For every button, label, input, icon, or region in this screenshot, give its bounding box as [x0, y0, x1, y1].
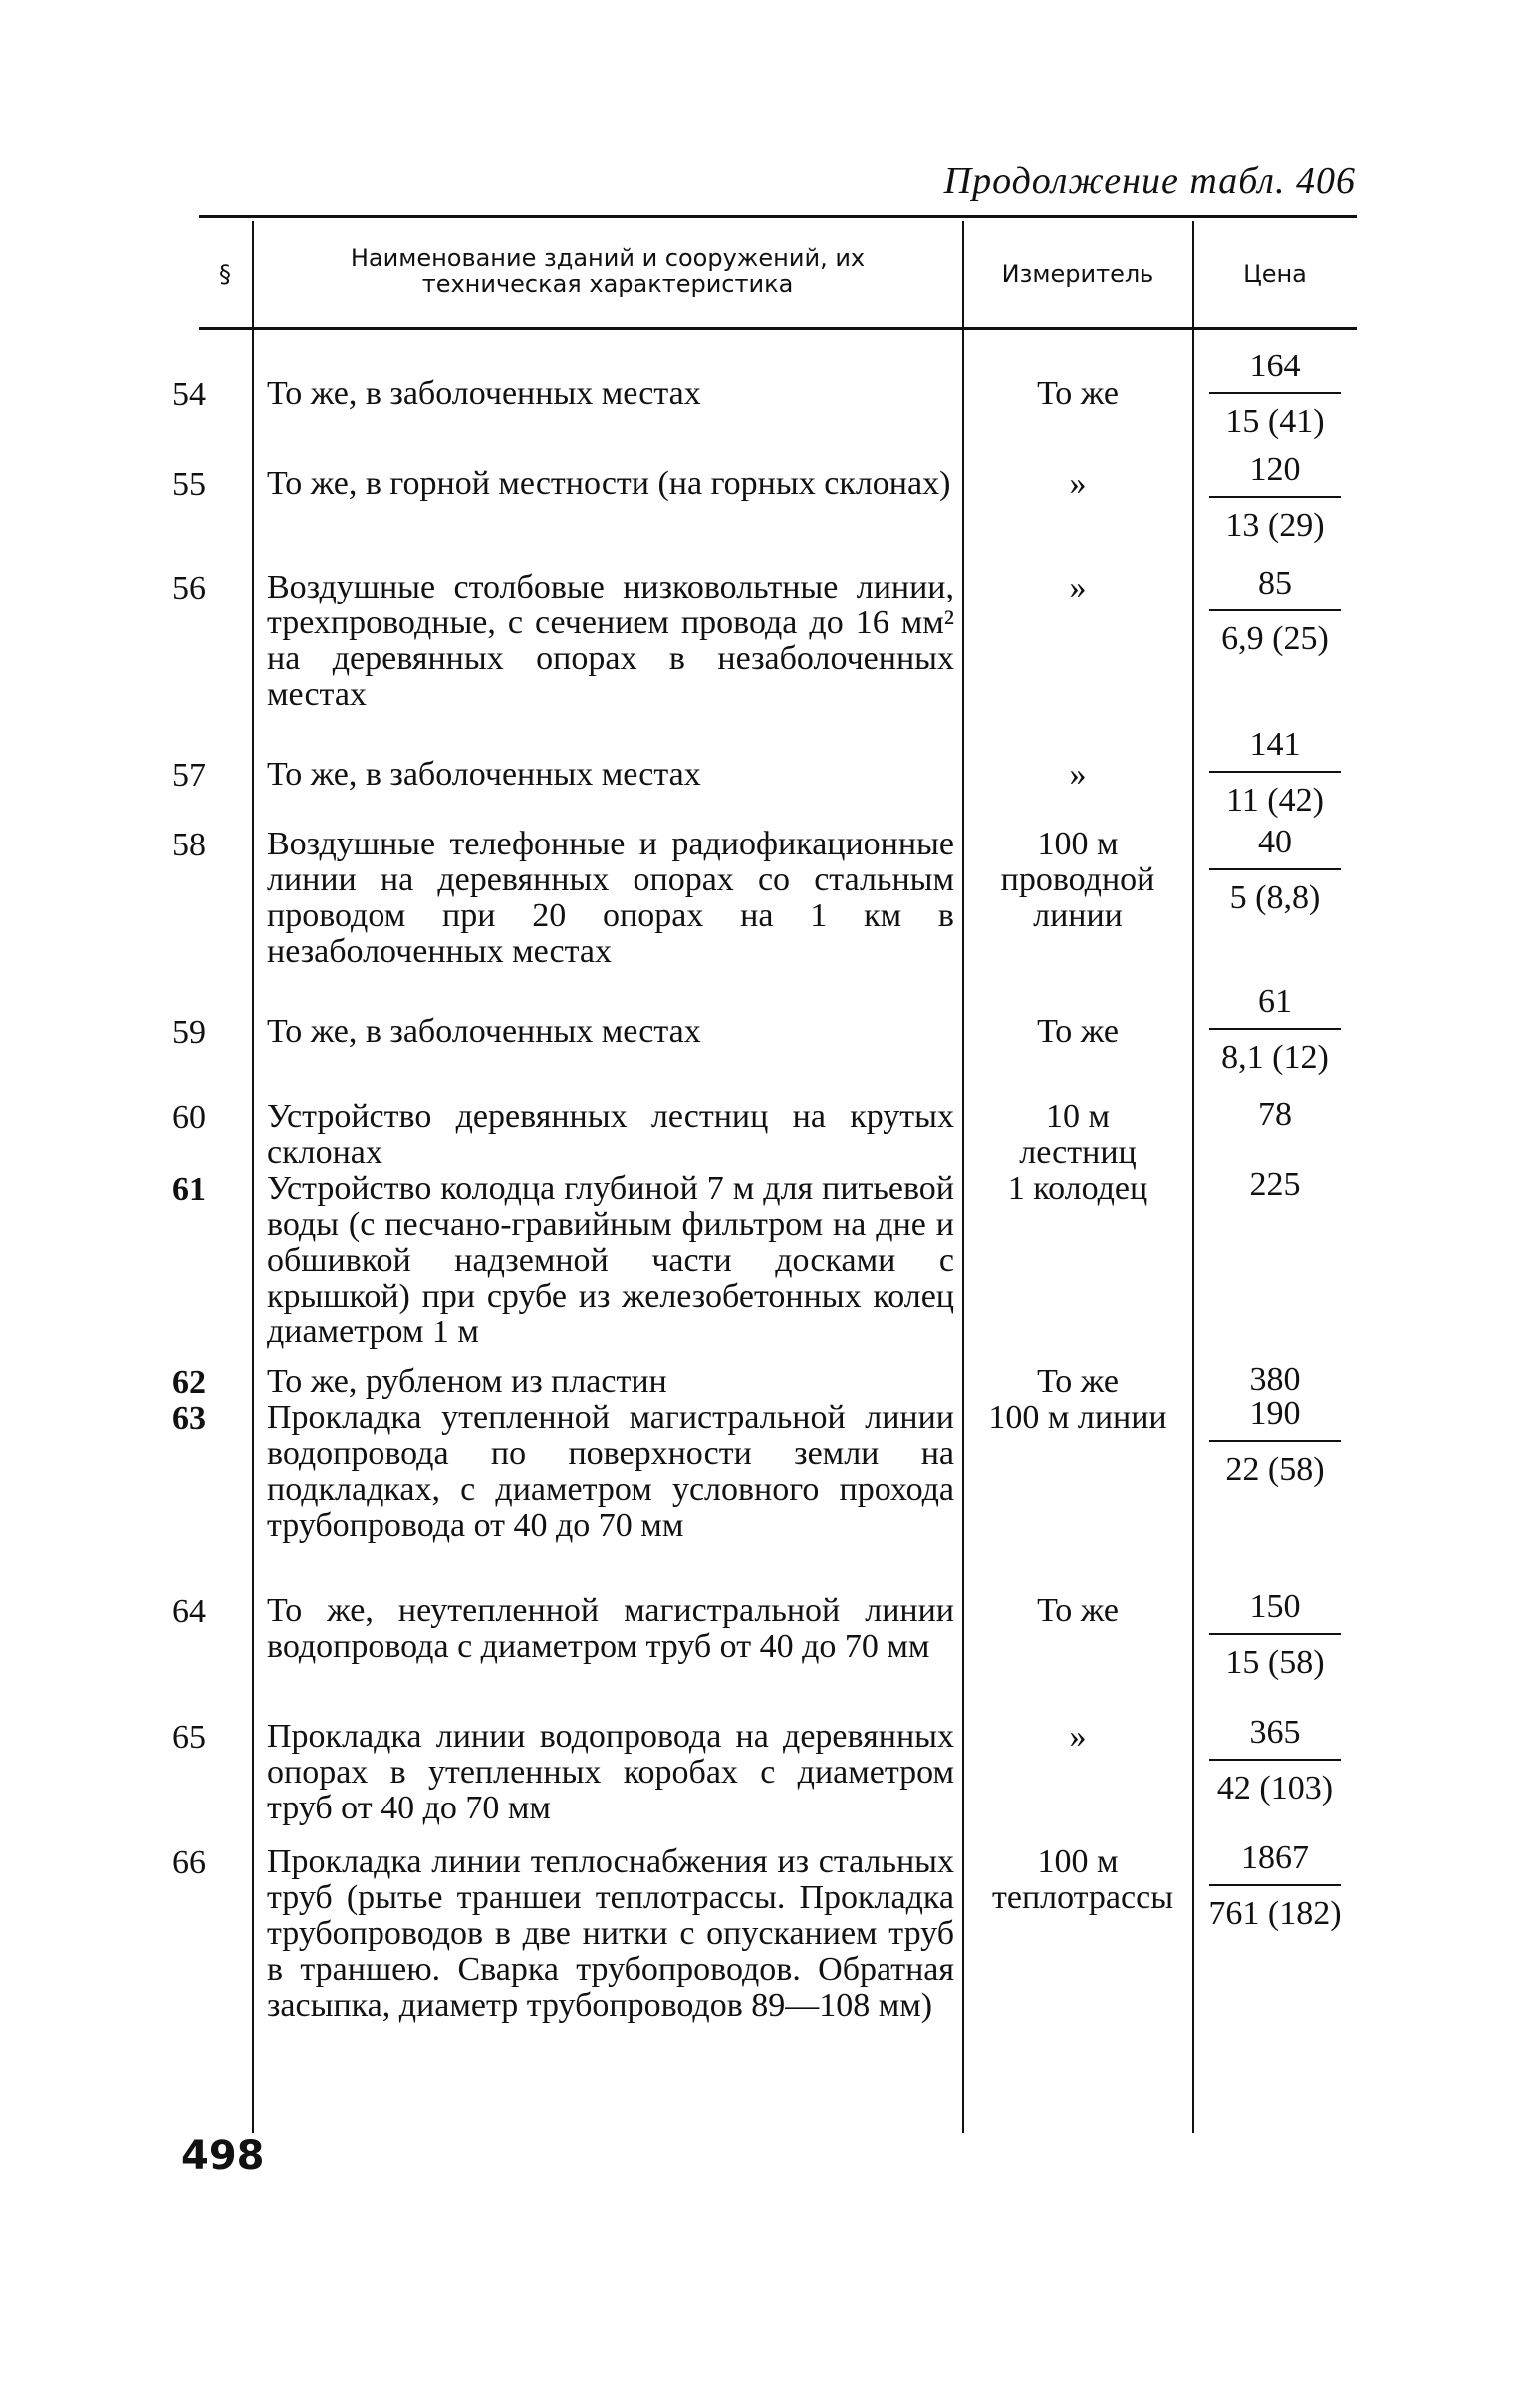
row-unit: То же	[1037, 1363, 1119, 1400]
row-price-fraction	[1195, 450, 1355, 546]
row-price-fraction	[1195, 1713, 1355, 1808]
price-denominator: 42 (103)	[1216, 1770, 1334, 1806]
price-numerator: 190	[1209, 1394, 1341, 1442]
row-unit: »	[1069, 1718, 1087, 1755]
top-rule	[199, 215, 1357, 218]
price-denominator: 11 (42)	[1226, 782, 1324, 819]
page-number: 498	[181, 2133, 265, 2179]
row-price-fraction	[1195, 347, 1355, 442]
price-numerator: 40	[1209, 823, 1341, 870]
price-denominator: 22 (58)	[1225, 1451, 1325, 1488]
row-unit: »	[1069, 465, 1087, 502]
row-number: 57	[172, 757, 206, 794]
column-divider-3	[1192, 221, 1194, 2133]
row-price-fraction	[1195, 1587, 1355, 1683]
row-description: То же, неутепленной магистральной линии водопровода с диаметром труб от 40 до 70 мм	[267, 1592, 954, 1665]
row-number: 58	[172, 827, 206, 863]
table-caption: Продолжение табл. 406	[943, 160, 1356, 202]
row-unit: 1 колодец	[1007, 1170, 1148, 1207]
row-price-fraction	[1195, 1394, 1355, 1490]
row-price: 225	[1249, 1166, 1301, 1203]
row-number: 66	[172, 1844, 206, 1881]
row-unit: То же	[1037, 375, 1119, 412]
column-divider-1	[252, 221, 254, 2133]
price-numerator: 141	[1209, 725, 1341, 773]
header-bottom-rule	[199, 327, 1357, 330]
row-unit: 10 м лестниц	[1019, 1098, 1137, 1171]
header-col-name: Наименование зданий и сооружений, их техническая характеристика	[350, 244, 866, 298]
row-description: То же, в заболоченных местах	[267, 375, 701, 412]
row-unit: 100 м проводной линии	[1000, 826, 1155, 934]
price-denominator: 8,1 (12)	[1221, 1039, 1329, 1076]
row-description: Устройство деревянных лестниц на крутых склонах	[267, 1098, 954, 1171]
row-number: 65	[172, 1719, 206, 1756]
price-numerator: 1867	[1209, 1838, 1341, 1886]
row-number: 60	[172, 1099, 206, 1136]
price-numerator: 61	[1209, 982, 1341, 1030]
row-description: То же, рубленом из пластин	[267, 1363, 667, 1400]
row-description: То же, в заболоченных местах	[267, 756, 701, 793]
row-number: 63	[172, 1400, 206, 1437]
row-price-fraction	[1195, 982, 1355, 1078]
header-col-number: §	[219, 260, 231, 288]
row-price-fraction	[1195, 823, 1355, 918]
row-number: 64	[172, 1593, 206, 1630]
price-numerator: 365	[1209, 1713, 1341, 1761]
row-unit: То же	[1037, 1013, 1119, 1050]
price-numerator: 164	[1209, 347, 1341, 394]
row-number: 54	[172, 376, 206, 413]
price-numerator: 150	[1209, 1587, 1341, 1635]
column-divider-2	[962, 221, 964, 2133]
price-denominator: 761 (182)	[1208, 1895, 1342, 1932]
row-description: Воздушные столбовые низковольтные линии, трехпроводные, с сечением провода до 16 мм² на деревянных опорах в незаболоченных местах	[267, 569, 954, 713]
row-description: То же, в заболоченных местах	[267, 1013, 701, 1050]
price-denominator: 15 (41)	[1225, 403, 1325, 440]
row-price: 78	[1258, 1096, 1292, 1133]
row-unit: »	[1069, 756, 1087, 793]
header-col-price: Цена	[1243, 260, 1307, 288]
row-price-fraction	[1195, 564, 1355, 659]
row-description: Устройство колодца глубиной 7 м для питьевой воды (с песчано-гравийным фильтром на дне и обшивкой надземной части досками с крышкой) при срубе из железобетонных колец диаметром 1 м	[267, 1170, 954, 1350]
price-denominator: 13 (29)	[1225, 507, 1325, 544]
row-description: Прокладка утепленной магистральной линии водопровода по поверхности земли на подкладках, с диаметром условного прохода трубопровода от 40 до 70 мм	[267, 1399, 954, 1544]
row-unit: 100 м теплотрассы	[992, 1843, 1174, 1916]
row-number: 59	[172, 1014, 206, 1051]
row-description: То же, в горной местности (на горных склонах)	[267, 465, 951, 502]
row-price: 380	[1249, 1361, 1301, 1398]
row-number: 61	[172, 1171, 206, 1208]
price-numerator: 120	[1209, 450, 1341, 498]
row-price-fraction	[1195, 1838, 1355, 1934]
row-unit: То же	[1037, 1592, 1119, 1629]
row-description: Прокладка линии теплоснабжения из стальных труб (рытье траншеи теплотрассы. Прокладка трубопроводов в две нитки с опусканием труб в траншею. Сварка трубопроводов. Обратная засыпка, диаметр трубопроводов 89—108 мм)	[267, 1843, 954, 2024]
row-number: 62	[172, 1364, 206, 1401]
header-col-unit: Измеритель	[1001, 260, 1154, 288]
row-number: 56	[172, 570, 206, 606]
row-unit: »	[1069, 569, 1087, 605]
row-price-fraction	[1195, 725, 1355, 821]
row-unit: 100 м линии	[988, 1399, 1167, 1436]
price-denominator: 15 (58)	[1225, 1644, 1325, 1681]
row-description: Прокладка линии водопровода на деревянных опорах в утепленных коробах с диаметром труб от 40 до 70 мм	[267, 1718, 954, 1826]
price-denominator: 5 (8,8)	[1229, 879, 1321, 916]
row-description: Воздушные телефонные и радиофикационные линии на деревянных опорах со стальным проводом при 20 опорах на 1 км в незаболоченных местах	[267, 826, 954, 970]
row-number: 55	[172, 466, 206, 503]
price-denominator: 6,9 (25)	[1221, 620, 1329, 657]
price-numerator: 85	[1209, 564, 1341, 611]
